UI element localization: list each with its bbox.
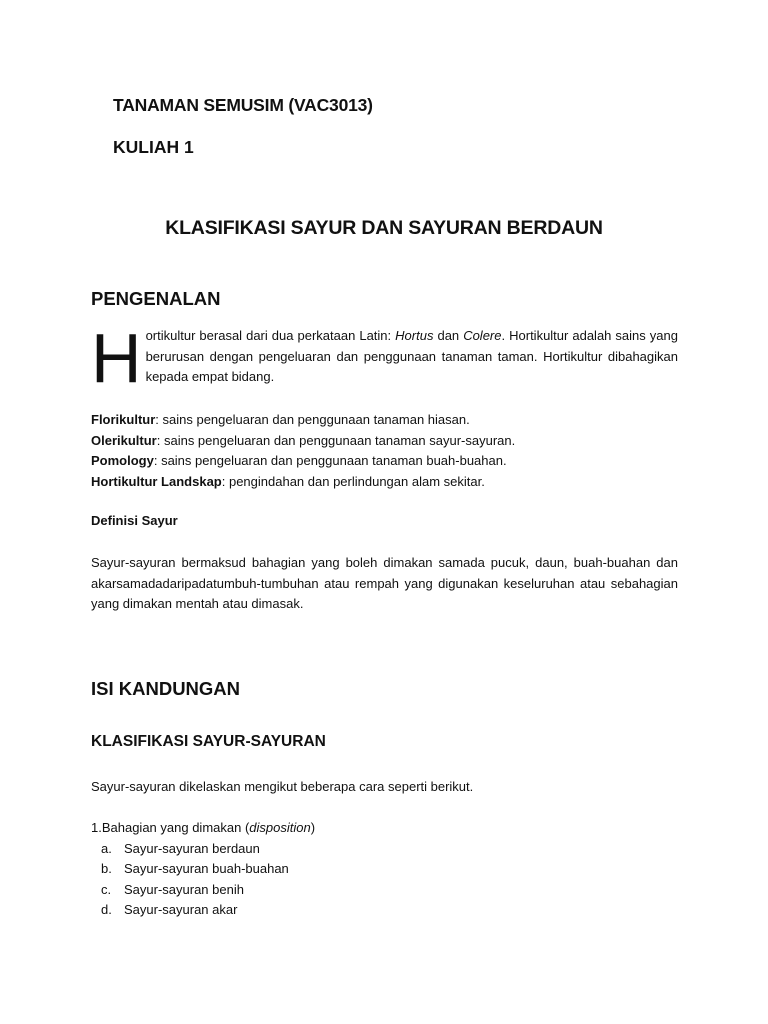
definisi-paragraph: Sayur-sayuran bermaksud bahagian yang boleh dimakan samada pucuk, daun, buah-buahan dan akarsamadadaripadatumbuh-tumbuhan atau rempah yang digunakan keseluruhan atau sebahagian yang dimakan mentah atau dimasak. [91, 555, 678, 611]
definition-item [91, 410, 515, 431]
list-marker: b. [101, 861, 112, 876]
definition-item [91, 431, 515, 452]
list-item [91, 880, 315, 901]
definition-term: Hortikultur Landskap [91, 473, 222, 489]
document-title: KLASIFIKASI SAYUR DAN SAYURAN BERDAUN [165, 217, 603, 239]
heading-klasifikasi: KLASIFIKASI SAYUR-SAYURAN [91, 733, 326, 750]
klasifikasi-intro: Sayur-sayuran dikelaskan mengikut beberapa cara seperti berikut. [91, 779, 474, 794]
drop-cap: H [91, 319, 142, 397]
definition-term: Pomology [91, 453, 154, 468]
list-marker: a. [101, 840, 112, 856]
intro-paragraph [91, 319, 678, 397]
list-marker: d. [101, 902, 112, 917]
definition-term: Florikultur [91, 412, 156, 427]
definition-desc: : sains pengeluaran dan penggunaan tanaman buah-buahan. [153, 453, 507, 468]
latin-word-hortus: Hortus [395, 328, 434, 343]
list-italic-term: disposition [249, 820, 311, 835]
definition-item [91, 472, 515, 493]
definition-term: Olerikultur [91, 432, 157, 448]
latin-word-colere: Colere [463, 328, 502, 343]
heading-isi-kandungan: ISI KANDUNGAN [91, 678, 241, 699]
list-item [91, 859, 315, 880]
list-item [91, 839, 315, 860]
course-title: TANAMAN SEMUSIM (VAC3013) [113, 95, 373, 115]
classification-list [91, 818, 315, 921]
lecture-number: KULIAH 1 [113, 137, 194, 157]
definition-desc: : pengindahan dan perlindungan alam sekitar. [221, 473, 485, 489]
heading-pengenalan: PENGENALAN [91, 288, 221, 309]
list-prefix: 1.Bahagian yang dimakan ( [91, 820, 250, 835]
list-heading [91, 818, 315, 839]
definition-desc: : sains pengeluaran dan penggunaan tanaman sayur-sayuran. [156, 432, 516, 448]
list-item [91, 900, 315, 921]
list-item-text: Sayur-sayuran benih [124, 881, 244, 897]
intro-text-1: ortikultur berasal dari dua perkataan Latin: [145, 328, 396, 343]
list-marker: c. [101, 881, 112, 897]
heading-definisi-sayur: Definisi Sayur [91, 513, 178, 528]
list-item-text: Sayur-sayuran buah-buahan [124, 861, 289, 876]
intro-text-2: dan [433, 328, 464, 343]
definition-desc: : sains pengeluaran dan penggunaan tanaman hiasan. [155, 412, 470, 427]
definition-list [91, 410, 515, 492]
list-item-text: Sayur-sayuran akar [124, 902, 238, 917]
list-suffix: ) [310, 820, 316, 835]
list-item-text: Sayur-sayuran berdaun [124, 840, 260, 856]
intro-text-3: . Hortikultur adalah sains yang berurusan dengan pengeluaran dan penggunaan tanaman taman. Hortikultur dibahagikan kepada empat bidang. [145, 328, 678, 384]
definition-item [91, 451, 515, 472]
